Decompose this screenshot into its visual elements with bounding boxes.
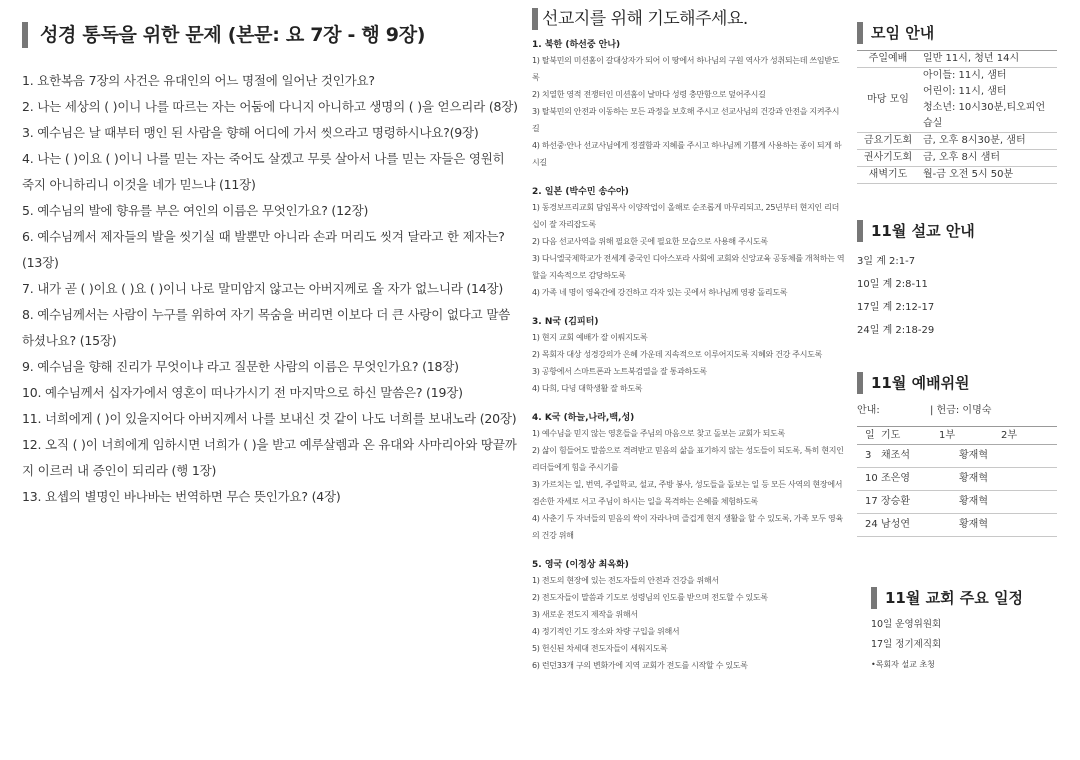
meeting-value-line: 청소년: 10시30분,티오피언: [923, 102, 1046, 113]
worship-cell: 3: [857, 445, 881, 468]
meeting-label: 마당 모임: [857, 68, 919, 133]
prayer-item: 3) 새로운 전도지 제작을 위해서: [532, 610, 638, 619]
quiz-question: 5. 예수님의 발에 향유를 부은 여인의 이름은 무엇인가요? (12장): [22, 203, 369, 218]
quiz-title: 성경 통독을 위한 문제 (본문: 요 7장 - 행 9장): [22, 22, 518, 48]
worship-section: [857, 372, 1060, 537]
worship-cell: [1001, 491, 1057, 514]
quiz-question: 13. 요셉의 별명인 바나바는 번역하면 무슨 뜻인가요? (4장): [22, 489, 341, 504]
meeting-value-line: 습실: [923, 118, 943, 129]
quiz-question: 4. 나는 ( )이요 ( )이니 나를 믿는 자는 죽어도 살겠고 무릇 살아서 나를 믿는 자들은 영원히 죽지 아니하리니 이것을 네가 믿느냐 (11장): [22, 151, 505, 192]
worship-row: [857, 468, 1057, 491]
meeting-row: [857, 150, 1057, 167]
meeting-value-line: 금, 오후 8시 샘터: [923, 152, 1001, 163]
worship-guide-line: [857, 402, 1060, 420]
quiz-question: 6. 예수님께서 제자들의 발을 씻기실 때 발뿐만 아니라 손과 머리도 씻겨 달라고 한 제자는? (13장): [22, 229, 505, 270]
worship-cell: 남성연: [881, 514, 939, 537]
meeting-value-line: 월-금 오전 5시 50분: [923, 169, 1014, 180]
meeting-section: [857, 22, 1060, 184]
worship-cell: 장승환: [881, 491, 939, 514]
prayer-group: [532, 185, 846, 301]
schedule-section: [871, 587, 1060, 675]
worship-cell: 황재혁: [939, 514, 1001, 537]
meeting-table: [857, 50, 1057, 184]
prayer-group: [532, 38, 846, 171]
prayer-item: 1) 탈북민의 미션홈이 갈대상자가 되어 이 땅에서 하나님의 구원 역사가 성취되는데 쓰임받도록: [532, 56, 840, 82]
meeting-label: 새벽기도: [857, 167, 919, 184]
worship-cell: 17: [857, 491, 881, 514]
prayer-item: 3) 공항에서 스마트폰과 노트북검열을 잘 통과하도록: [532, 367, 707, 376]
info-sidebar: [857, 22, 1060, 675]
prayer-group: [532, 411, 846, 544]
quiz-question: 8. 예수님께서는 사람이 누구를 위하여 자기 목숨을 버리면 이보다 더 큰 사랑이 없다고 말씀하셨나요? (15장): [22, 307, 511, 348]
meeting-value-line: 금, 오후 8시30분, 샘터: [923, 135, 1026, 146]
worship-header-cell: 2부: [1001, 427, 1057, 445]
schedule-item: 17일 정기제직회: [871, 639, 942, 650]
meeting-label: 권사기도회: [857, 150, 919, 167]
worship-title: 11월 예배위원: [857, 372, 1060, 394]
prayer-item: 4) 다희, 다녕 대학생활 잘 하도록: [532, 384, 643, 393]
prayer-group: [532, 315, 846, 397]
prayer-item: 4) 사춘기 두 자녀들의 믿음의 싹이 자라나며 즐겁게 현지 생활을 할 수 있도록, 가족 모두 영육의 건강 위해: [532, 514, 843, 540]
prayer-item: 4) 하선중·안나 선교사님에게 정결함과 지혜를 주시고 하나님께 기쁨게 사용하는 종이 되게 하시길: [532, 141, 842, 167]
prayer-item: 6) 런던33개 구의 변화가에 지역 교회가 전도를 시작할 수 있도록: [532, 661, 748, 670]
offering-label: | 헌금: 이명숙: [930, 405, 992, 416]
prayer-item: 2) 치열한 영적 전쟁터인 미션홈이 날마다 성령 충만함으로 덮어주시길: [532, 90, 766, 99]
prayer-group-title: 1. 북한 (하선중 안나): [532, 40, 621, 50]
worship-header-cell: 1부: [939, 427, 1001, 445]
prayer-group-title: 4. K국 (하늘,나라,백,성): [532, 413, 635, 423]
guide-label: 안내:: [857, 405, 880, 416]
prayer-item: 2) 다음 선교사역을 위해 필요한 곳에 필요한 모습으로 사용해 주시도록: [532, 237, 768, 246]
prayer-item: 2) 목회자 대상 성경강의가 은혜 가운데 지속적으로 이루어지도록 지혜와 건강 주시도록: [532, 350, 823, 359]
schedule-item: 10일 운영위원회: [871, 619, 942, 630]
prayer-item: 1) 전도의 현장에 있는 전도자들의 안전과 건강을 위해서: [532, 576, 719, 585]
meeting-value: [919, 167, 1057, 184]
prayer-group-list: [532, 38, 846, 674]
worship-header-cell: 일: [857, 427, 881, 445]
quiz-question: 12. 오직 ( )이 너희에게 임하시면 너희가 ( )을 받고 예루살렘과 온 유대와 사마리아와 땅끝까지 이르러 내 증인이 되리라 (행 1장): [22, 437, 517, 478]
prayer-item: 4) 가족 네 명이 영육간에 강건하고 각자 있는 곳에서 하나님께 영광 돌리도록: [532, 288, 788, 297]
prayer-item: 3) 탈북민의 안전과 이동하는 모든 과정을 보호해 주시고 선교사님의 건강과 안전을 지켜주시길: [532, 107, 840, 133]
quiz-question: 7. 내가 곧 ( )이요 ( )요 ( )이니 나로 말미암지 않고는 아버지께로 올 자가 없느니라 (14장): [22, 281, 504, 296]
sermon-title: 11월 설교 안내: [857, 220, 1060, 242]
sermon-section: [857, 220, 1060, 342]
worship-row: [857, 491, 1057, 514]
worship-cell: 황재혁: [939, 445, 1001, 468]
prayer-item: 2) 전도자들이 말씀과 기도로 성령님의 인도를 받으며 전도할 수 있도록: [532, 593, 768, 602]
quiz-question: 9. 예수님을 향해 진리가 무엇이냐 라고 질문한 사람의 이름은 무엇인가요? (18장): [22, 359, 459, 374]
worship-cell: 채조석: [881, 445, 939, 468]
prayer-section: [532, 8, 846, 674]
worship-cell: [1001, 468, 1057, 491]
prayer-group-title: 5. 영국 (이정상 최옥화): [532, 560, 629, 570]
meeting-label: 금요기도회: [857, 133, 919, 150]
meeting-label: 주일예배: [857, 51, 919, 68]
prayer-item: 5) 헌신된 차세대 전도자들이 세워지도록: [532, 644, 668, 653]
sermon-item: 24일 계 2:18-29: [857, 325, 935, 336]
sermon-item: 17일 계 2:12-17: [857, 302, 935, 313]
prayer-item: 3) 가르치는 일, 번역, 주일학교, 설교, 주방 봉사, 성도들을 돌보는 일 등 모든 사역의 현장에서 겸손한 자세로 서고 주님이 하시는 일을 목격하는 은혜를 체험하도록: [532, 480, 843, 506]
meeting-row: [857, 51, 1057, 68]
worship-row: [857, 514, 1057, 537]
worship-cell: 황재혁: [939, 468, 1001, 491]
quiz-question: 1. 요한복음 7장의 사건은 유대인의 어느 명절에 일어난 것인가요?: [22, 73, 375, 88]
meeting-value: [919, 133, 1057, 150]
prayer-group-title: 3. N국 (김피터): [532, 317, 599, 327]
meeting-value: [919, 51, 1057, 68]
meeting-value-line: 어린이: 11시, 샘터: [923, 86, 1007, 97]
prayer-item: 4) 정기적인 기도 장소와 차량 구입을 위해서: [532, 627, 680, 636]
meeting-value: [919, 150, 1057, 167]
worship-cell: [1001, 514, 1057, 537]
worship-header-row: [857, 427, 1057, 445]
sermon-list: [857, 250, 1060, 342]
schedule-note: •목회자 설교 초청: [871, 660, 935, 669]
quiz-question-list: [22, 68, 518, 510]
worship-cell: 조은영: [881, 468, 939, 491]
quiz-question: 10. 예수님께서 십자가에서 영혼이 떠나가시기 전 마지막으로 하신 말씀은? (19장): [22, 385, 463, 400]
worship-row: [857, 445, 1057, 468]
meeting-row: [857, 68, 1057, 133]
meeting-row: [857, 167, 1057, 184]
worship-header-cell: 기도: [881, 427, 939, 445]
worship-table: [857, 426, 1057, 537]
prayer-item: 1) 예수님을 믿지 않는 영혼들을 주님의 마음으로 찾고 돌보는 교회가 되도록: [532, 429, 785, 438]
quiz-question: 11. 너희에게 ( )이 있을지어다 아버지께서 나를 보내신 것 같이 나도 너희를 보내노라 (20장): [22, 411, 517, 426]
quiz-question: 3. 예수님은 날 때부터 맹인 된 사람을 향해 어디에 가서 씻으라고 명령하시나요?(9장): [22, 125, 479, 140]
quiz-section: [22, 22, 518, 510]
schedule-list: [871, 615, 1060, 675]
prayer-group: [532, 558, 846, 674]
prayer-group-title: 2. 일본 (박수민 송수아): [532, 187, 629, 197]
sermon-item: 3일 계 2:1-7: [857, 256, 916, 267]
meeting-value: [919, 68, 1057, 133]
worship-cell: [1001, 445, 1057, 468]
worship-cell: 24: [857, 514, 881, 537]
schedule-title: 11월 교회 주요 일정: [871, 587, 1060, 609]
worship-cell: 10: [857, 468, 881, 491]
prayer-item: 1) 동경보프리교회 담임목사 이양작업이 올해로 순조롭게 마무리되고, 25년부터 현지인 리더십이 잘 자리잡도록: [532, 203, 840, 229]
worship-cell: 황재혁: [939, 491, 1001, 514]
prayer-item: 1) 현지 교회 예배가 잘 이뤄지도록: [532, 333, 648, 342]
meeting-value-line: 아이들: 11시, 샘터: [923, 70, 1007, 81]
prayer-item: 2) 삶이 힘들어도 말씀으로 격려받고 믿음의 삶을 표기하지 않는 성도들이 되도록, 특히 현지인 리더들에게 힘을 주시기를: [532, 446, 844, 472]
meeting-value-line: 일반 11시, 청년 14시: [923, 53, 1020, 64]
sermon-item: 10일 계 2:8-11: [857, 279, 928, 290]
meeting-row: [857, 133, 1057, 150]
prayer-item: 3) 다니엘국제학교가 전세계 중국인 디아스포라 사회에 교회와 신앙교육 공동체를 개척하는 역할을 지속적으로 감당하도록: [532, 254, 845, 280]
meeting-title: 모임 안내: [857, 22, 1060, 44]
quiz-question: 2. 나는 세상의 ( )이니 나를 따르는 자는 어둠에 다니지 아니하고 생명의 ( )을 얻으리라 (8장): [22, 99, 518, 114]
prayer-title: 선교지를 위해 기도해주세요.: [532, 8, 846, 30]
